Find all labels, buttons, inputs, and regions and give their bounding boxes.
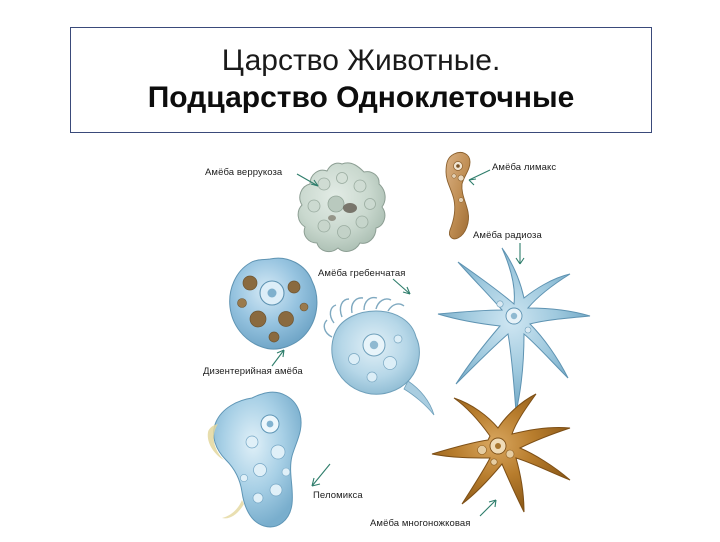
slide-title-box [70, 27, 652, 133]
label-ameba-radioza: Амёба радиоза [473, 230, 542, 241]
specimen-peromiksa [200, 386, 355, 536]
page-title-line-2: Подцарство Одноклеточные [147, 81, 575, 114]
amoeba-diagram [0, 138, 720, 540]
label-ameba-limaks: Амёба лимакс [492, 162, 557, 173]
label-ameba-mnogonozhkovaya: Амёба многоножковая [370, 518, 471, 529]
label-ameba-verrukoza: Амёба веррукоза [205, 167, 283, 178]
specimen-ameba-verrukoza [292, 160, 392, 260]
label-ameba-grebenchataya: Амёба гребенчатая [318, 268, 406, 279]
label-peromiksa: Пеломикса [313, 490, 363, 501]
specimen-dizenteriynaya-ameba [218, 253, 333, 368]
page-title-line-1: Царство Животные. [221, 44, 501, 78]
label-dizenteriynaya-ameba: Дизентерийная амёба [203, 366, 303, 377]
